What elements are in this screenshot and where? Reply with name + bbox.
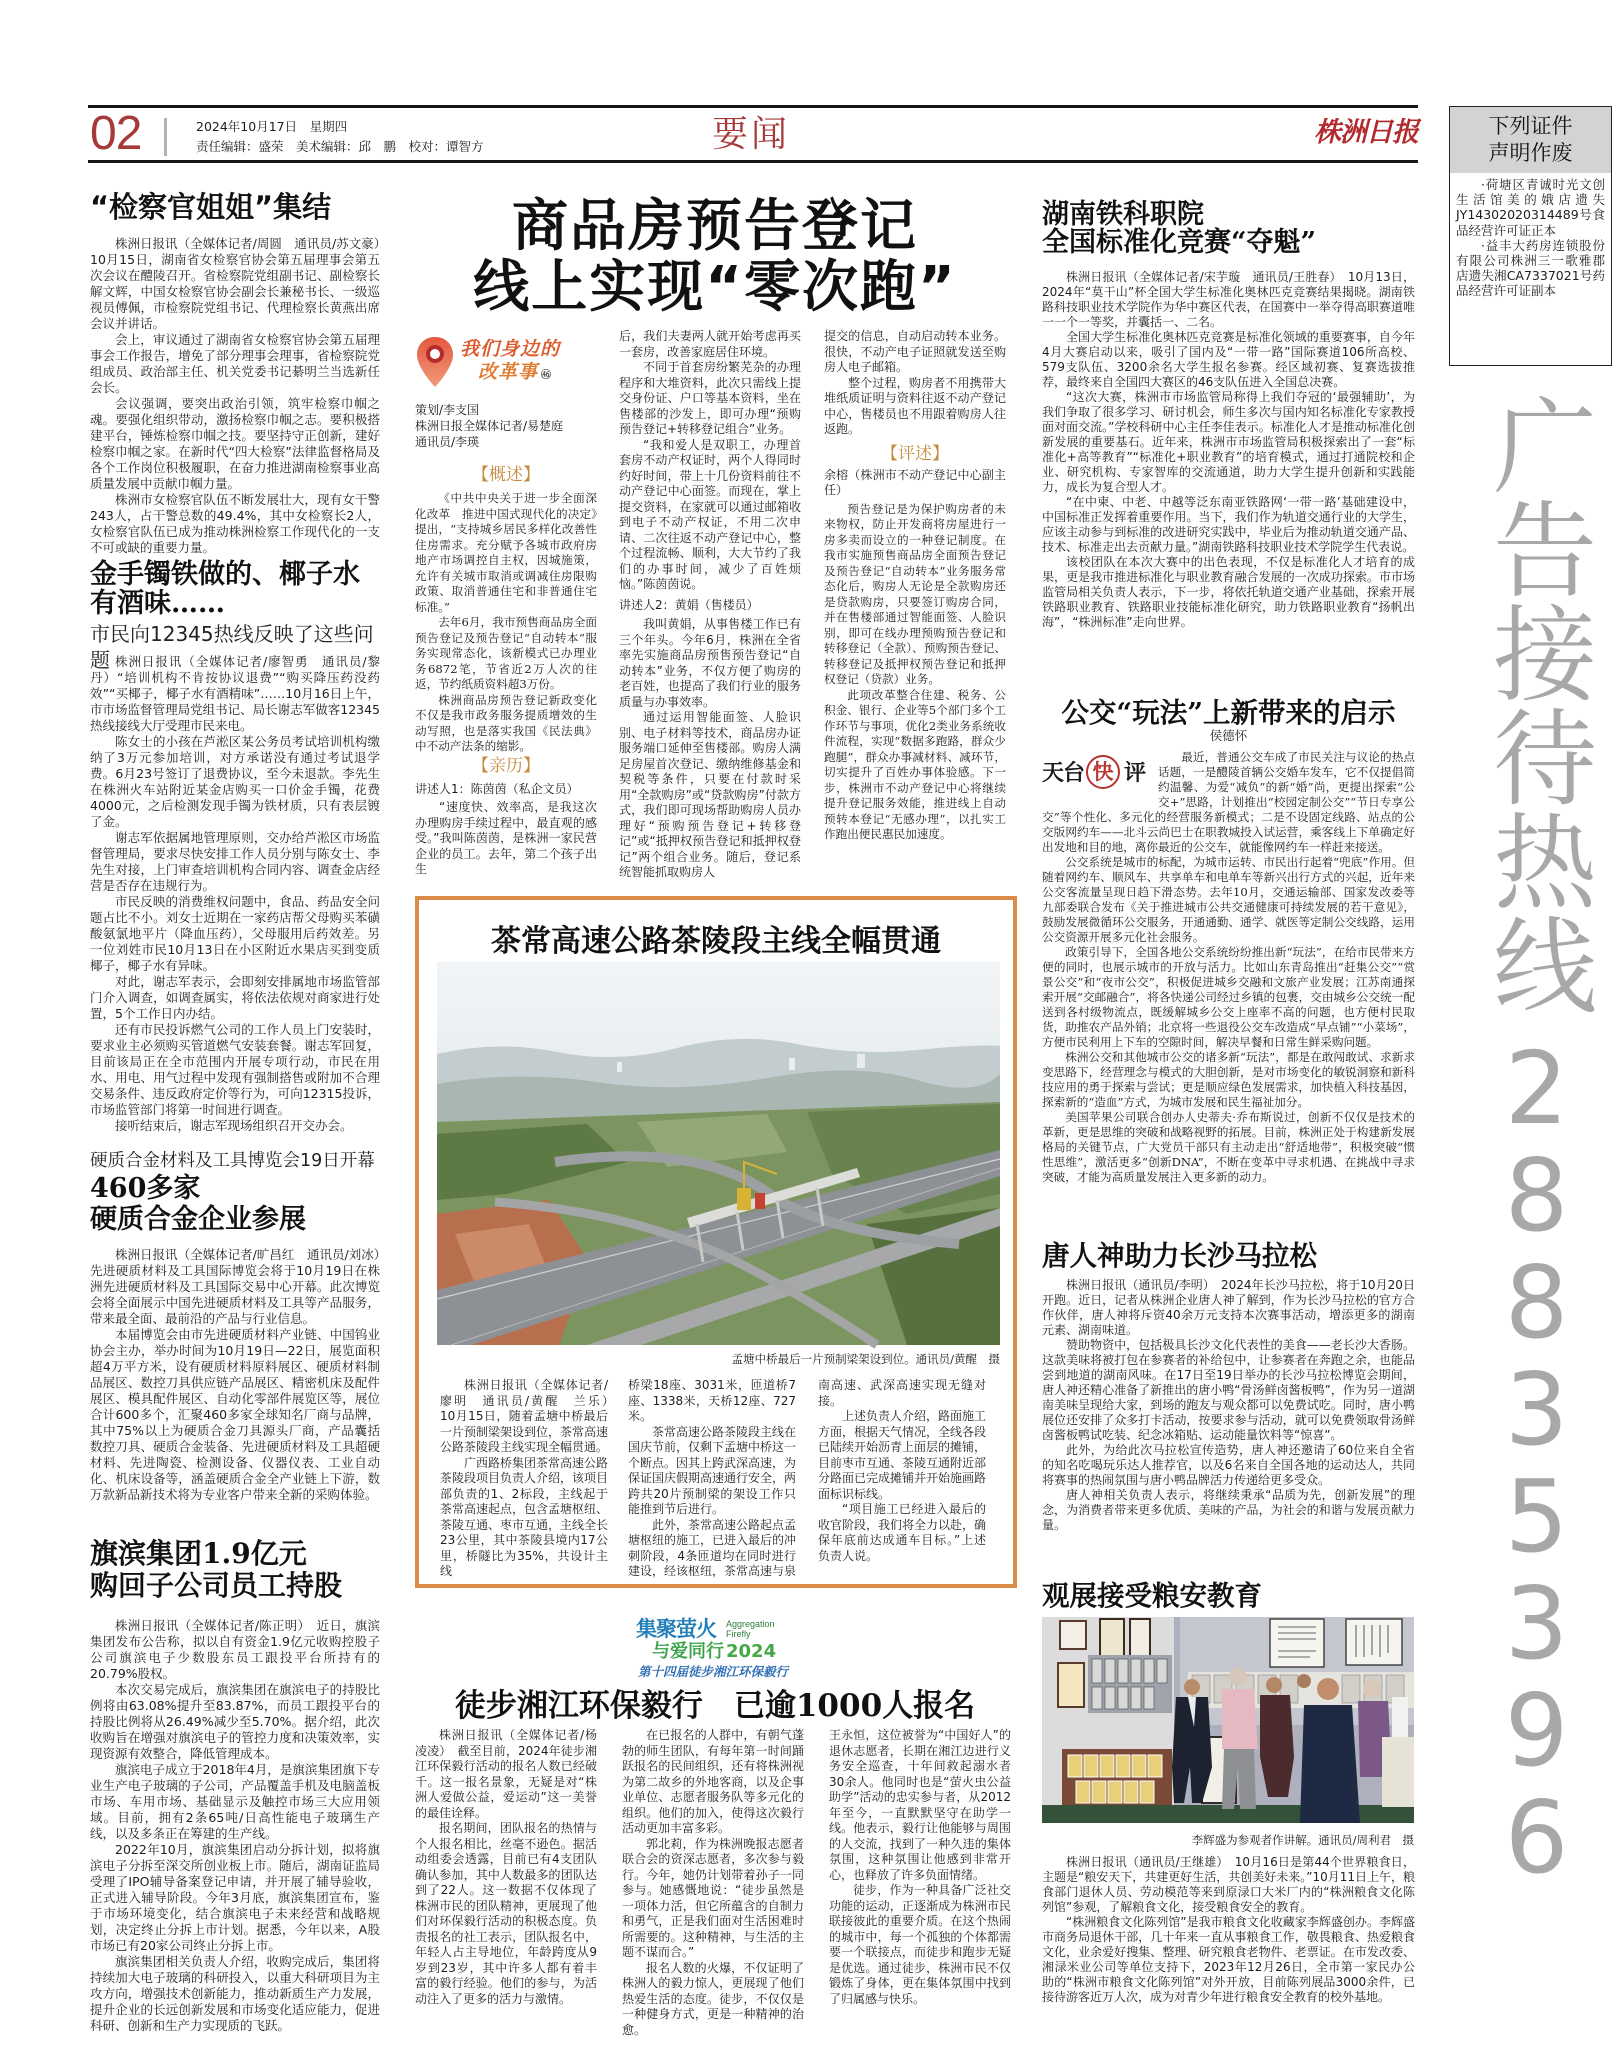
paragraph: 株洲商品房预告登记新政变化不仅是我市政务服务提质增效的生动写照，也是落实我国《民法典》中不动产法条的缩影。 — [415, 692, 597, 753]
narrator-2-more — [824, 376, 1006, 438]
continued-paragraph: 提交的信息，自动启动转本业务。很快，不动产电子证照就发送至购房人电子邮箱。 — [824, 329, 1006, 374]
commentary-paragraphs — [1042, 750, 1415, 1185]
article-body-grain — [1042, 1855, 1415, 2015]
paragraph: “株洲粮食文化陈列馆”是我市粮食文化收藏家李辉盛创办。李辉盛市商务局退休干部，几十年来一直从事粮食工作，敬畏粮食、热爱粮食文化，业余爱好搜集、整理、研究粮食老物件、老票证。在市发改委、湘渌米业公司等单位支持下，2023年12月26日，全市第一家民办公助的“株洲市粮食文化陈列馆”对外开放，目前陈列展品3000余件，已接待游客近万人次，成为对青少年进行粮食安全教育的校外基地。 — [1042, 1915, 1415, 2004]
article-title-hiking: 徒步湘江环保毅行 已逾1000人报名 — [454, 1688, 976, 1724]
paragraph: 市民反映的消费维权问题中，食品、药品安全问题占比不小。刘女士近期在一家药店帮父母购买苯磺酸氨氯地平片（降血压药），父母服用后药效差。另一位刘姓市民10月13日在小区附近水果店买到变质椰子，椰子水有异味。 — [90, 894, 380, 973]
logo-english — [726, 1619, 775, 1639]
feature-column-2 — [619, 329, 801, 879]
firefly-campaign-logo — [636, 1615, 796, 1681]
paragraph: 整个过程，购房者不用携带大堆纸质证明与资料往返不动产登记中心，售楼员也不用跟着购房人往返跑。 — [824, 375, 1006, 436]
paragraph: 株洲日报讯（全媒体记者/廖明 通讯员/黄醒 兰乐） 10月15日，随着孟塘中桥最后一片预制梁架设到位，茶常高速公路茶陵段主线实现全幅贯通。 — [440, 1378, 621, 1454]
paragraph: 本次交易完成后，旗滨集团在旗滨电子的持股比例将由63.08%提升至83.87%，而员工跟投平台的持股比例将从26.49%减少至5.70%。据介绍，此次收购旨在增强对旗滨电子的管控力度和决策效率，实现资源有效整合，降低管理成本。 — [90, 1682, 380, 1761]
series-logo — [416, 334, 596, 390]
article-body-tangrenshen — [1042, 1278, 1415, 1550]
paragraph: 株洲日报讯（全媒体记者/廖智勇 通讯员/黎丹）“培训机构不肯按协议退费”“购买降压药没药效”“买椰子，椰子水有酒精味”……10月16日上午，市市场监督管理局党组书记、局长谢志军做客12345热线接线大厅受理市民来电。 — [90, 654, 380, 733]
title-line: 460多家 — [90, 1173, 201, 1204]
continued-paragraph: 南高速、武深高速实现无缝对接。 — [818, 1378, 986, 1408]
article-body-qibin — [90, 1618, 380, 2058]
column-logo-tiantai-kuaiping — [1042, 752, 1158, 798]
article-title-hotline — [90, 560, 390, 618]
article-body-carbide — [90, 1247, 380, 1519]
hiking-column-1 — [415, 1728, 597, 2010]
notice-item: ·荷塘区青诚时光文创生活馆美的娥店遗失JY14302020314489号食品经营许可证正本 — [1456, 177, 1605, 238]
section-label-overview: 【概述】 — [472, 465, 540, 485]
paragraph: 株洲日报讯（通讯员/李明） 2024年长沙马拉松，将于10月20日开跑。近日，记者从株洲企业唐人神了解到，作为长沙马拉松的官方合作伙伴，唐人神将斥资40余万元支持本次赛事活动，增添更多的湖南元素、湖南味道。 — [1042, 1278, 1415, 1337]
map-pin-icon — [416, 336, 454, 388]
series-logo-text: 改革事 — [478, 361, 539, 383]
paragraph: 在已报名的人群中，有朝气蓬勃的师生团队，有每年第一时间踊跃报名的民间组织，还有将株洲视为第二故乡的外地客商，以及企事业单位、志愿者服务队等多元化的组织。他们的加入，使得这次毅行活动更加丰富多彩。 — [622, 1728, 804, 1835]
notice-title-line: 下列证件 — [1488, 114, 1573, 138]
highway-column-1 — [440, 1378, 621, 1578]
page-number-divider — [164, 118, 167, 156]
section-title: 要闻 — [712, 114, 791, 155]
paragraph: 茶常高速公路茶陵段主线在国庆节前，仅剩下孟塘中桥这一个断点。因其上跨武深高速，为保证国庆假期高速通行安全，两跨共20片预制梁的架设工作只能推到节后进行。 — [628, 1424, 797, 1516]
paragraph: 最近，普通公交车成了市民关注与议论的热点话题，一是醴陵首辆公交婚车发车，它不仅提倡简约温馨、为爱“减负”的新“婚”尚，更提出探索“公交+”思路，计划推出“校园定制公交”“节日专享公交”等个性化、多元化的经营服务新模式；二是不设固定线路、站点的公交版网约车——北斗云尚巴士在职教城投入试运营，乘客线上下单确定好出发地和目的地，离你最近的公交车，就能像网约车一样赶来接送。 — [1042, 750, 1415, 854]
article-title-qibin — [90, 1538, 390, 1602]
header-bottom-rule — [88, 160, 1418, 163]
paragraph: 徒步，作为一种具备广泛社交功能的运动，正逐渐成为株洲市民联接彼此的重要介质。在这个热闹的城市中，每一个孤独的个体都需要一个联接点，而徒步和跑步无疑是优选。通过徒步，株洲市民不仅锻炼了身体，更在集体氛围中找到了归属感与快乐。 — [829, 1883, 1011, 2006]
ad-hotline-label: 广告接待热线 — [1475, 392, 1597, 1016]
title-line: 全国标准化竞赛“夺魁” — [1042, 227, 1317, 258]
paragraph: 株洲日报讯（全媒体记者/旷昌红 通讯员/刘冰）先进硬质材料及工具国际博览会将于10月19日在株洲先进硬质材料及工具国际交易中心开幕。此次博览会将全面展示中国先进硬质材料及工具等产品服务，带来最全面、最前沿的产品与行业信息。 — [90, 1247, 380, 1326]
column-logo-seal: 快 — [1086, 755, 1120, 789]
paragraph: 赞助物资中，包括极具长沙文化代表性的美食——老长沙大香肠。这款美味将被打包在参赛者的补给包中，让参赛者在奔跑之余，也能品尝到地道的湖南风味。在17日至19日举办的长沙马拉松博览会期间，唐人神还精心准备了新推出的唐小鸭“骨汤鲜卤酱板鸭”，作为另一道湖南美味呈现给大家，到场的跑友与观众都可以免费试吃。同时，唐小鸭展位还安排了众多打卡活动，按要求参与活动，就可以免费领取骨汤鲜卤酱板鸭试吃装、纪念冰箱贴、运动能量饮料等“惊喜”。 — [1042, 1338, 1415, 1442]
article-body-hotline — [90, 654, 380, 1133]
logo-english-line2: Firefly — [726, 1629, 751, 1639]
lost-certificate-notice-box — [1449, 106, 1612, 366]
photo-caption-highway: 孟塘中桥最后一片预制梁架设到位。通讯员/黄醒 摄 — [731, 1352, 1000, 1366]
grain-exhibition-photo — [1042, 1617, 1414, 1823]
photo-caption-grain: 李辉盛为参观者作讲解。通讯员/周利君 摄 — [1191, 1833, 1414, 1847]
credit-line: 株洲日报全媒体记者/易楚庭 — [415, 419, 564, 433]
notice-list — [1450, 173, 1611, 299]
paragraph: “速度快、效率高，是我这次办理购房手续过程中，最直观的感受。”我叫陈茵茵，是株洲一家民营企业的员工。去年，第二个孩子出生 — [415, 800, 597, 876]
paragraph: 我叫黄娟，从事售楼工作已有三个年头。今年6月，株洲在全省率先实施商品房预售预告登记“自动转本”业务，不仅方便了购房的老百姓，也提高了我们行业的服务质量与办事效率。 — [619, 617, 801, 709]
paragraph: 美国苹果公司联合创办人史蒂夫·乔布斯说过，创新不仅仅是技术的革新，更是思维的突破和战略视野的拓展。目前，株洲正处于构建新发展格局的关键节点，广大党员干部只有主动走出“舒适地带”，积极突破“惯性思维”，激活更多“创新DNA”，不断在变革中寻求机遇、在挑战中寻求突破，才能为高质量发展注入更多新的动力。 — [1042, 1110, 1415, 1184]
paragraph: 株洲日报讯（全媒体记者/周圆 通讯员/苏文豪）10月15日，湖南省女检察官协会第五届理事会第五次会议在醴陵召开。省检察院党组副书记、副检察长解文辉，中国女检察官协会副会长兼秘书长、一级巡视员傅佩，市检察院党组书记、代理检察长黄燕出席会议并讲话。 — [90, 236, 380, 331]
notice-item: ·益丰大药房连锁股份有限公司株洲三一歌雅郡店遗失湘CA7337021号药品经营许可证副本 — [1456, 237, 1605, 299]
series-logo-line2 — [478, 361, 552, 387]
article-title-carbide — [90, 1173, 390, 1235]
paragraph: 上述负责人介绍，路面施工方面，根据天气情况，全线各段已陆续开始沥青上面层的摊铺，目前枣市互通、茶陵互通附近部分路面已完成摊铺并开始施画路面标识标线。 — [818, 1409, 987, 1501]
paragraph: 旗滨电子成立于2018年4月，是旗滨集团旗下专业生产电子玻璃的子公司，产品覆盖手机及电脑盖板市场、车用市场、基础显示及触控市场三大应用领域。目前，拥有2条65吨/日高性能电子玻璃生产线，以及多条正在筹建的生产线。 — [90, 1762, 380, 1841]
title-line: 旗滨集团1.9亿元 — [90, 1537, 307, 1570]
highway-column-3-paragraphs — [818, 1409, 986, 1564]
logo-event-name: 第十四届徒步湘江环保毅行 — [638, 1664, 789, 1679]
logo-slogan: 与爱同行 — [652, 1641, 724, 1662]
paragraph: 郭北莉，作为株洲晚报志愿者联合会的资深志愿者，多次参与毅行。今年，她仍计划带着孙子一同参与。她感慨地说：“徒步虽然是一项体力活，但它所蕴含的自制力和勇气，正是我们面对生活困难时所需要的。这种精神，与生活的主题不谋而合。” — [622, 1836, 804, 1959]
notice-title-line: 声明作废 — [1488, 141, 1573, 165]
narrator-2-label: 讲述人2：黄娟（售楼员） — [619, 597, 759, 612]
paragraph: 株洲公交和其他城市公交的诸多新“玩法”，都是在敢闯敢试、求新求变思路下，经营理念与模式的大胆创新，是对市场变化的敏锐洞察和新科技应用的勇于探索与尝试；更是顺应绿色发展需求，加快植入科技基因，探索新的“造血”方式，为城市发展和民生福祉加分。 — [1042, 1050, 1415, 1109]
paragraph: 接听结束后，谢志军现场组织召开交办会。 — [115, 1118, 353, 1133]
paragraph: 唐人神相关负责人表示，将继续秉承“品质为先，创新发展”的理念，为消费者带来更多优质、美味的产品，为社会的和谐与发展贡献力量。 — [1042, 1488, 1415, 1532]
commentary-title-bus: 公交“玩法”上新带来的启示 — [1061, 697, 1396, 729]
logo-chinese-line1: 集聚萤火 — [636, 1617, 716, 1641]
article-body-procurators — [90, 236, 380, 555]
paragraph: 此外，为给此次马拉松宣传造势，唐人神还邀请了60位来自全省的知名吃喝玩乐达人推荐官，以及6名来自全国各地的运动达人，共同将赛事的热闹氛围与唐小鸭品牌活力传递给更多受众。 — [1042, 1443, 1415, 1487]
column-logo-right: 评 — [1124, 760, 1147, 786]
feature-column-3 — [824, 329, 1006, 869]
logo-year: 2024 — [726, 1641, 777, 1662]
logo-chinese-line2 — [652, 1641, 776, 1662]
article-title-grain: 观展接受粮安教育 — [1042, 1580, 1262, 1612]
overview-body — [415, 491, 597, 753]
paragraph: 不同于首套房纷繁芜杂的办理程序和大堆资料，此次只需线上提交身份证、户口等基本资料，坐在售楼部的沙发上，即可办理“预购预告登记+转移登记组合”业务。 — [619, 360, 801, 436]
highway-column-3 — [818, 1378, 986, 1570]
narrator-1-body — [415, 800, 597, 876]
article-kicker-carbide: 硬质合金材料及工具博览会19日开幕 — [90, 1151, 375, 1171]
column-logo-left: 天台 — [1042, 760, 1085, 786]
notice-box-title — [1450, 107, 1611, 173]
section-label-experience: 【亲历】 — [472, 756, 540, 776]
paragraph: “我和爱人是双职工，办理首套房不动产权证时，两个人得同时约好时间，带上十几份资料前往不动产登记中心面签。而现在，掌上提交资料，在家就可以通过邮箱收到电子不动产权证，不用二次申请、二次往返不动产登记中心，整个过程流畅、顺利，大大节约了我们的办事时间，减少了百姓烦恼。”陈茵茵说。 — [619, 437, 801, 591]
continued-paragraph: 王永恒，这位被誉为“中国好人”的退休志愿者，长期在湘江边进行义务安全巡查，十年间救起溺水者30余人。他同时也是“萤火虫公益助学”活动的忠实参与者，从2012年至今，一直默默坚守在助学一线。他表示，毅行让他能够与周围的人交流，找到了一种久违的集体氛围，这种氛围让他感到非常开心，也释放了许多负面情绪。 — [829, 1728, 1011, 1882]
hiking-column-3-paragraphs — [829, 1883, 1011, 2007]
feature-credits — [415, 402, 597, 450]
paragraph: 会议强调，要突出政治引领，筑牢检察巾帼之魂。要强化组织带动，激扬检察巾帼之志。要积极搭建平台，锤炼检察巾帼之技。要坚持守正创新，建好检察巾帼之家。在新时代“四大检察”法律监督格局及各个工作岗位积极履职，在奋力推进湖南检察事业高质量发展中贡献巾帼力量。 — [90, 396, 380, 491]
series-number-mark: ㊻ — [541, 370, 553, 381]
paragraph: 广西路桥集团茶常高速公路茶陵段项目负责人介绍，该项目部负责的1、2标段，主线起于茶常高速起点，包含孟塘枢纽、茶陵互通、枣市互通，主线全长23公里，其中茶陵县境内17公里，桥隧比为35%，共设计主线 — [440, 1455, 609, 1578]
paragraph: 株洲市女检察官队伍不断发展壮大，现有女干警243人，占干警总数的49.4%，其中女检察长2人，女检察官队伍已成为推动株洲检察工作现代化的一支不可或缺的重要力量。 — [90, 492, 380, 555]
paragraph: 此外，茶常高速公路起点孟塘枢纽的施工，已进入最后的冲刺阶段，4条匝道均在同时进行建设，经该枢纽，茶常高速与泉 — [628, 1517, 797, 1578]
paragraph: 谢志军依据属地管理原则，交办给芦淞区市场监督管理局，要求尽快安排工作人员分别与陈女士、李先生对接，上门审查培训机构合同内容、调查金店经营是否存在违规行为。 — [90, 830, 380, 893]
paragraph: 株洲日报讯（全媒体记者/陈正明） 近日，旗滨集团发布公告称，拟以自有资金1.9亿元收购控股子公司旗滨电子少数股东员工跟投平台所持有的20.79%股权。 — [90, 1618, 380, 1681]
series-logo-line1: 我们身边的 — [460, 338, 561, 360]
commentary-body — [824, 502, 1006, 843]
credit-line: 通讯员/李瑛 — [415, 435, 480, 449]
hiking-column-3 — [829, 1728, 1011, 2010]
paragraph: 报名期间，团队报名的热情与个人报名相比，丝毫不逊色。据活动组委会透露，目前已有4支团队确认参加，其中人数最多的团队达到了22人。这一数据不仅体现了株洲市民的团队精神，更展现了他们对环保毅行活动的积极态度。负责报名的社工表示，团队报名中，年轻人占主导地位，年龄跨度从9岁到23岁，其中许多人都有着丰富的毅行经验。他们的参与，为活动注入了更多的活力与激情。 — [415, 1821, 597, 2006]
title-line: 硬质合金企业参展 — [90, 1204, 306, 1235]
article-title-railway — [1042, 201, 1422, 257]
lead-headline — [410, 196, 1020, 318]
continued-paragraph: 后，我们夫妻两人就开始考虑再买一套房，改善家庭居住环境。 — [619, 329, 801, 359]
paragraph: 本届博览会由市先进硬质材料产业链、中国钨业协会主办，举办时间为10月19日—22日，展览面积超4万平方米，设有硬质材料原料展区、硬质材料制品展区、数控刀具供应链产品展区、精密机床及配件展区、模具配件展区、自动化零部件展览区等，展位合计600多个，汇聚460多家全球知名厂商与品牌，其中75%以上为硬质合金刀具源头厂商，产品囊括数控刀具、硬质合金装备、先进硬质材料及工具超硬材料、先进陶瓷、检测设备、仪器仪表、工业自动化、机床设备等，涵盖硬质合金全产业链上下游，数万款新品新技术将为专业客户带来全新的采购体验。 — [90, 1327, 380, 1502]
paragraph: 通过运用智能面签、人脸识别、电子材料等技术，商品房办证服务端口延伸至售楼部。购房人满足房屋首次登记、缴纳维修基金和契税等条件，只要在付款时采用“全款购房”或“贷款购房”付款方式，我们即可现场帮助购房人员办理好“预购预告登记+转移登记”或“抵押权预告登记和抵押权登记”两个组合业务。随后，登记系统智能抓取购房人 — [619, 710, 801, 879]
title-line: 有酒味…… — [90, 588, 225, 619]
article-title-highway: 茶常高速公路茶陵段主线全幅贯通 — [491, 924, 941, 959]
page-number: 02 — [90, 107, 142, 160]
narrator-2-body — [619, 617, 801, 881]
paragraph: 对此，谢志军表示，会即刻安排属地市场监管部门介入调查，如调查属实，将依法依规对商家进行处置，5个工作日内办结。 — [90, 974, 380, 1021]
paragraph: “项目施工已经进入最后的收官阶段，我们将全力以赴，确保年底前达成通车目标。”上述负责人说。 — [818, 1502, 987, 1563]
section-label-commentary: 【评述】 — [881, 443, 949, 464]
paragraph: 《中共中央关于进一步全面深化改革 推进中国式现代化的决定》提出，“支持城乡居民多样化改善性住房需求。充分赋予各城市政府房地产市场调控自主权，因城施策，允许有关城市取消或调减住房限购政策、取消普通住宅和非普通住宅标准。” — [415, 491, 597, 614]
paragraph: 公交系统是城市的标配，为城市运转、市民出行起着“兜底”作用。但随着网约车、顺风车、共享单车和电单车等新兴出行方式的兴起，近年来公交客流量呈现日趋下滑态势。去年10月，交通运输部、国家发改委等九部委联合发布《关于推进城市公共交通健康可持续发展的若干意见》，鼓励发展微循环公交服务，开通通勤、通学、就医等定制公交线路，运用公交资源开展多元化社会服务。 — [1042, 855, 1415, 944]
paragraph: 还有市民投诉燃气公司的工作人员上门安装时，要求业主必须购买管道燃气安装套餐。谢志军回复，目前该局正在全市范围内开展专项行动，市民在用水、用电、用气过程中发现有强制搭售或附加不合理交易条件、违反政府定价等行为，可向12315投诉，市场监管部门将第一时间进行调查。 — [90, 1022, 380, 1117]
article-body-railway — [1042, 270, 1415, 668]
article-subtitle-hotline: 市民向12345热线反映了这些问题 — [90, 622, 374, 672]
issue-date: 2024年10月17日 星期四 — [196, 119, 348, 134]
paragraph: 会上，审议通过了湖南省女检察官协会第五届理事会工作报告，增免了部分理事会理事，省检察院党组成员、政治部主任、机关党委书记綦明兰当选新任会长。 — [90, 332, 380, 395]
commentary-author: 余榕（株洲市不动产登记中心副主任） — [824, 467, 1006, 497]
credit-line: 策划/李支国 — [415, 403, 480, 417]
paragraph: 该校团队在本次大赛中的出色表现，不仅是标准化人才培育的成果，更是我市推进标准化与职业教育融合发展的一次成功探索。市市场监管局相关负责人表示，下一步，将依托轨道交通产业基础，探索开展铁路职业教育、铁路职业技能标准化研究，助力铁路职业教育“扬帆出海”，“株洲标准”走向世界。 — [1042, 555, 1415, 629]
paragraph: 全国大学生标准化奥林匹克竞赛是标准化领域的重要赛事，自今年4月大赛启动以来，吸引了国内及“一带一路”国际赛道106所高校、579支队伍、3200余名大学生报名参赛。经区域初赛、复赛选拔推荐，最终来自全国四大赛区的46支队伍进入全国总决赛。 — [1042, 330, 1415, 389]
paragraph: 株洲日报讯（通讯员/王继雄） 10月16日是第44个世界粮食日，主题是“粮安天下，共建更好生活，共创美好未来。”10月11日上午，粮食部门退休人员、劳动模范等来到原渌口大米厂内的“株洲粮食文化陈列馆”参观，了解粮食文化，接受粮食安全的教育。 — [1042, 1855, 1415, 1914]
logo-english-line1: Aggregation — [726, 1619, 775, 1629]
highway-column-2 — [628, 1378, 797, 1578]
masthead-logo: 株洲日报 — [1314, 117, 1418, 148]
paragraph: “在中柬、中老、中越等泛东南亚铁路网‘一带一路’基础建设中，中国标准正发挥着重要作用。当下，我们作为轨道交通行业的大学生，应该主动参与到标准的改进研究实践中，毕业后为推动轨道交通产品、技术、标准走出去贡献力量。”湖南铁路科技职业技术学院学生代表说。 — [1042, 495, 1415, 554]
headline-line: 线上实现“零次跑” — [473, 255, 957, 320]
highway-column-2-paragraphs — [628, 1425, 796, 1580]
editor-credits: 责任编辑：盛荣 美术编辑：邱 鹏 校对：谭智方 — [196, 139, 484, 154]
highway-aerial-photo — [437, 962, 1000, 1345]
paragraph: 报名人数的火爆，不仅证明了株洲人的毅力惊人，更展现了他们热爱生活的态度。徒步，不仅仅是一种健身方式，更是一种精神的治愈。 — [622, 1960, 804, 2037]
narrator-1-more — [619, 360, 801, 593]
paragraph: “这次大赛，株洲市市场监管局称得上我们夺冠的‘最强辅助’，为我们争取了很多学习、研讨机会，师生多次与国内知名标准化专家教授面对面交流。”学校科研中心主任李佳表示。标准化人才是推动标准化创新发展的重要基石。近年来，株洲市市场监管局积极探索出了一套“标准化+高等教育”“标准化+职业教育”的培育模式，通过打通院校和企业、研究机构、专家智库的交流通道，助力大学生提升创新和实践能力，成长为复合型人才。 — [1042, 390, 1415, 494]
paragraph: 旗滨集团相关负责人介绍，收购完成后，集团将持续加大电子玻璃的科研投入，以重大科研项目为主攻方向，增强技术创新能力，推动新质生产力发展，提升企业的长远创新发展和市场变化适应能力，促进科研、创新和生产力实现质的飞跃。 — [90, 1954, 380, 2033]
paragraph: 预告登记是为保护购房者的未来物权，防止开发商将房屋进行一房多卖而设立的一种登记制度。在我市实施预售商品房全面预告登记及预告登记“自动转本”业务服务常态化后，购房人无论是全款购房还是贷款购房，只要签订购房合同，并在售楼部通过智能面签、人脸识别，即可在线办理预购预告登记和转移登记（全款）、预购预告登记、转移登记及抵押权预告登记和抵押权登记（贷款）业务。 — [824, 501, 1006, 686]
title-line: 金手镯铁做的、椰子水 — [90, 559, 360, 590]
commentary-author-bus: 侯德怀 — [1209, 728, 1248, 743]
ad-hotline-number: 28835396 — [1478, 1030, 1595, 1886]
paragraph: 陈女士的小孩在芦淞区某公务员考试培训机构缴纳了3万元参加培训，对方承诺没有通过考试退学费。6月23号签订了退费协议，至今未退款。李先生在株洲火车站附近某金店购买一口价金手镯，花费4000元，之后检测发现手镯为铁材质，只有表层镀了金。 — [90, 734, 380, 829]
article-title-tangrenshen: 唐人神助力长沙马拉松 — [1042, 1240, 1317, 1272]
paragraph: 此项改革整合住建、税务、公积金、银行、企业等5个部门多个工作环节与事项，优化2类业务系统收件流程，实现“数据多跑路，群众少跑腿”，群众办事减材料、减环节，切实提升了百姓办事体验感。下一步，株洲市不动产登记中心将继续提升登记服务效能，推进线上自动预转本登记“无感办理”，以扎实工作跑出便民惠民加速度。 — [824, 687, 1006, 841]
continued-paragraph: 桥梁18座、3031米，匝道桥7座、1338米，天桥12座、727米。 — [628, 1378, 796, 1423]
paragraph: 政策引导下，全国各地公交系统纷纷推出新“玩法”，在给市民带来方便的同时，也展示城市的开放与活力。比如山东青岛推出“赶集公交”“赏景公交”和“夜市公交”，积极促进城乡交融和文旅产业发展；江苏南通探索开展“交邮融合”，将各快递公司经过乡镇的包裹，交由城乡公交统一配送到各村级物流点，既缓解城乡公交上座率不高的问题，也方便村民取货，助推农产品外销；北京将一些退役公交车改造成“早点铺”“小菜场”，方便市民利用上下车的空隙时间，解决早餐和日常生鲜采购问题。 — [1042, 945, 1415, 1049]
paragraph: 株洲日报讯（全媒体记者/宋芋璇 通讯员/王胜春） 10月13日，2024年“莫干山”杯全国大学生标准化奥林匹克竞赛结果揭晓。湖南铁路科技职业技术学院作为华中赛区代表，在国赛中一举夺得高职赛道唯一一个一等奖，并囊括一、二名。 — [1042, 270, 1415, 329]
commentary-body-bus — [1042, 750, 1415, 1202]
headline-line: 商品房预告登记 — [512, 194, 918, 259]
title-line: 购回子公司员工持股 — [90, 1569, 343, 1602]
narrator-1-label: 讲述人1：陈茵茵（私企文员） — [415, 782, 579, 796]
paragraph: 去年6月，我市预售商品房全面预告登记及预告登记“自动转本”服务实现常态化，该新模式已办理业务6872笔，节省近2万人次的往返，节约纸质资料超3万份。 — [415, 615, 597, 691]
hiking-column-2 — [622, 1728, 804, 2037]
article-title-procurators: “检察官姐姐”集结 — [90, 190, 332, 224]
paragraph: 株洲日报讯（全媒体记者/杨凌凌） 截至目前，2024年徒步湘江环保毅行活动的报名人数已经破千。这一报名景象，无疑是对“株洲人爱做公益，爱运动”这一美誉的最佳诠释。 — [415, 1728, 597, 1820]
header-top-rule — [88, 105, 1418, 108]
paragraph: 2022年10月，旗滨集团启动分拆计划，拟将旗滨电子分拆至深交所创业板上市。随后，湖南证监局受理了IPO辅导备案登记申请，并开展了辅导验收，正式进入辅导阶段。今年3月底，旗滨集团宣布，鉴于市场环境变化，结合旗滨电子未来经营和战略规划，决定终止分拆上市计划。据悉，今年以来，A股市场已有20家公司终止分拆上市。 — [90, 1842, 380, 1953]
title-line: 湖南铁科职院 — [1042, 199, 1204, 230]
